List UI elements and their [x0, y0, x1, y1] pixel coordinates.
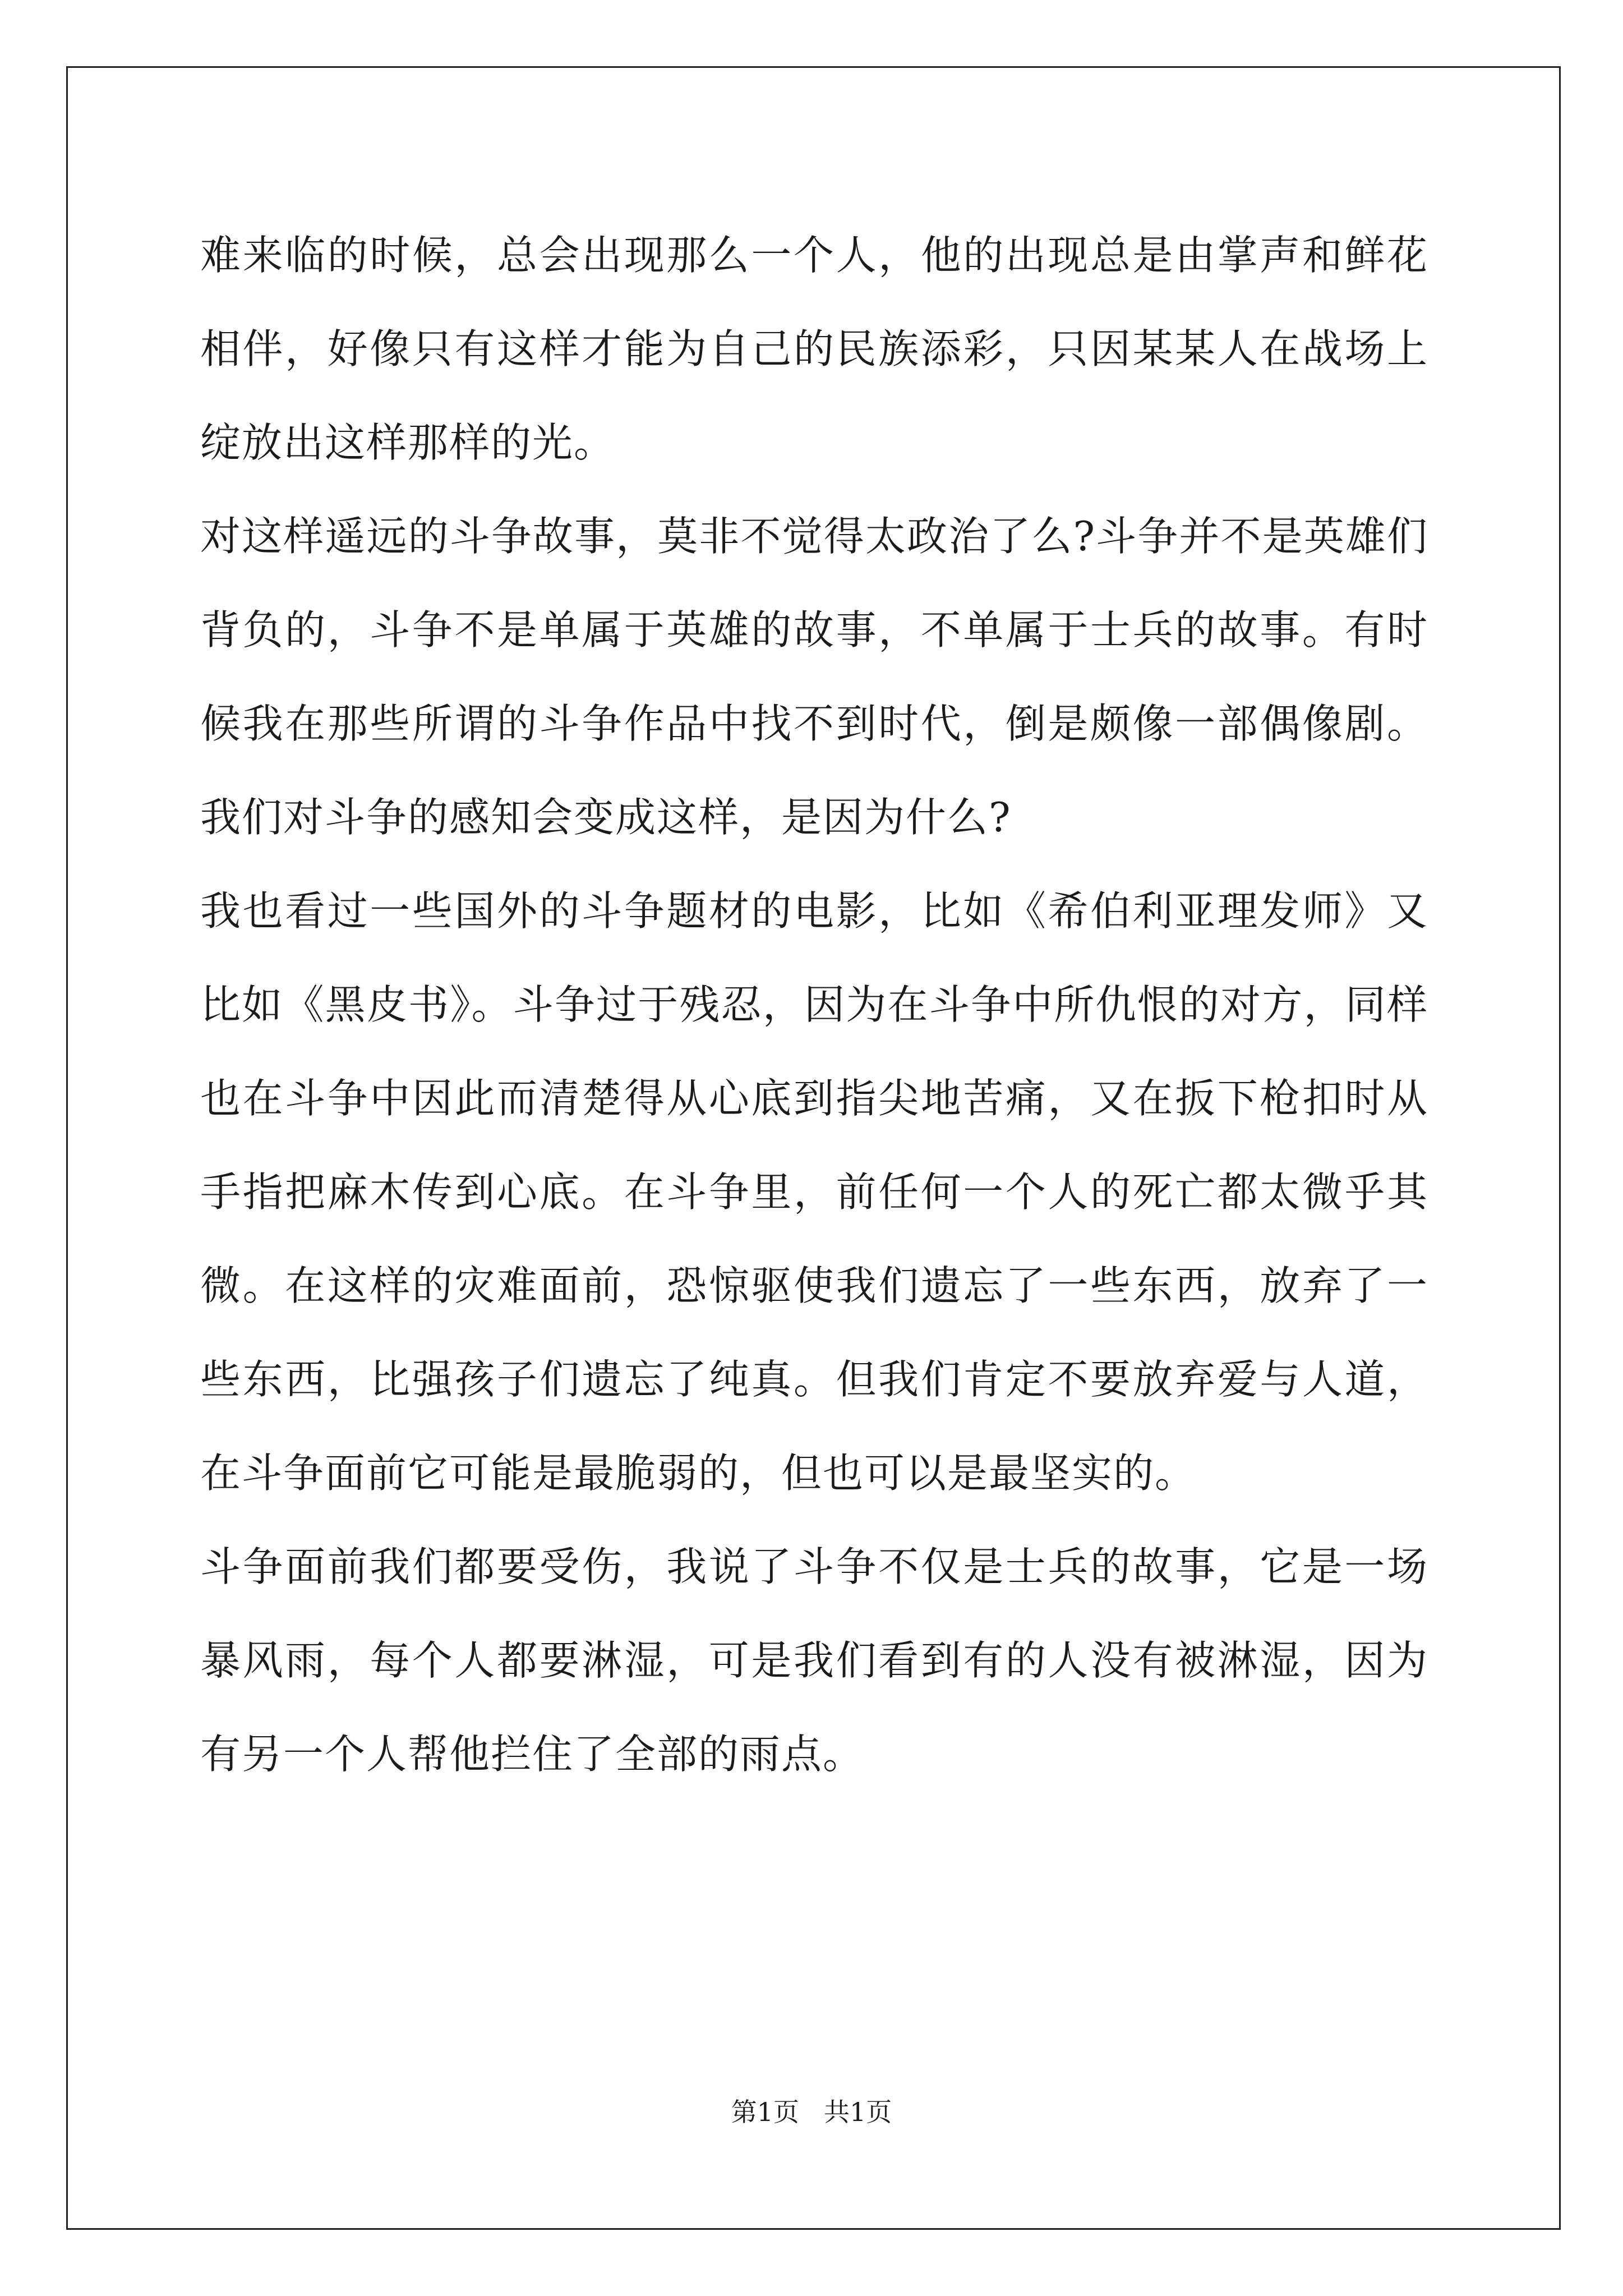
page-footer: [0, 2095, 1623, 2129]
page-number-total: 共1页: [824, 2097, 892, 2127]
page-number-current: 第1页: [731, 2097, 799, 2127]
paragraph-3: 我也看过一些国外的斗争题材的电影，比如《希伯利亚理发师》又比如《黑皮书》。斗争过于残忍，因为在斗争中所仇恨的对方，同样也在斗争中因此而清楚得从心底到指尖地苦痛，又在扳下枪扣时从手指把麻木传到心底。在斗争里，前任何一个人的死亡都太微乎其微。在这样的灾难面前，恐惊驱使我们遗忘了一些东西，放弃了一些东西，比强孩子们遗忘了纯真。但我们肯定不要放弃爱与人道，在斗争面前它可能是最脆弱的，但也可以是最坚实的。: [200, 887, 1428, 1497]
paragraph-4: 斗争面前我们都要受伤，我说了斗争不仅是士兵的故事，它是一场暴风雨，每个人都要淋湿，可是我们看到有的人没有被淋湿，因为有另一个人帮他拦住了全部的雨点。: [200, 1543, 1428, 1778]
paragraph-2: 对这样遥远的斗争故事，莫非不觉得太政治了么?斗争并不是英雄们背负的，斗争不是单属于英雄的故事，不单属于士兵的故事。有时候我在那些所谓的斗争作品中找不到时代，倒是颇像一部偶像剧。我们对斗争的感知会变成这样，是因为什么?: [200, 513, 1428, 841]
document-body: [200, 209, 1428, 1801]
paragraph-1: 难来临的时候，总会出现那么一个人，他的出现总是由掌声和鲜花相伴，好像只有这样才能为自己的民族添彩，只因某某人在战场上绽放出这样那样的光。: [200, 232, 1428, 466]
